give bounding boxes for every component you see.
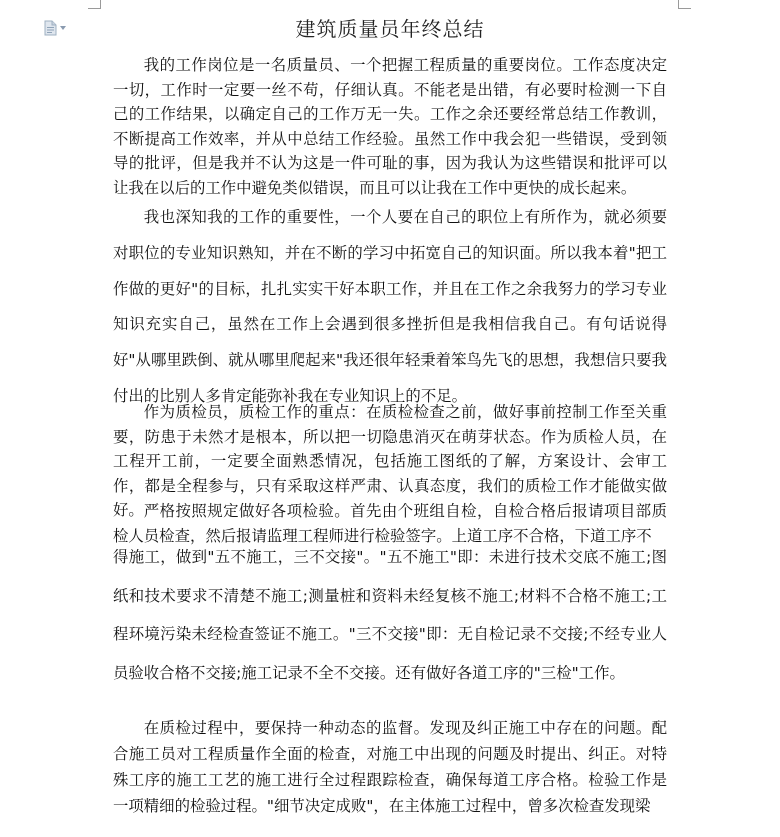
body-paragraph: 我的工作岗位是一名质量员、一个把握工程质量的重要岗位。工作态度决定一切，工作时一定要一丝不苟，仔细认真。不能老是出错，有必要时检测一下自己的工作结果，以确定自己的工作万无一失。工作之余还要经常总结工作教训，不断提高工作效率，并从中总结工作经验。虽然工作中我会犯一些错误，受到领导的批评，但是我并不认为这是一件可耻的事，因为我认为这些错误和批评可以让我在以后的工作中避免类似错误，而且可以让我在工作中更快的成长起来。 [113, 56, 667, 197]
body-paragraph: 我也深知我的工作的重要性，一个人要在自己的职位上有所作为，就必须要对职位的专业知识熟知，并在不断的学习中拓宽自己的知识面。所以我本着"把工作做的更好"的目标，扎扎实实干好本职工作，并且在工作之余我努力的学习专业知识充实自己，虽然在工作上会遇到很多挫折但是我相信我自己。有句话说得好"从哪里跌倒、就从哪里爬起来"我还很年轻秉着笨鸟先飞的思想，我想信只要我付出的比别人多肯定能弥补我在专业知识上的不足。 [113, 208, 667, 405]
page-corner-mark-right [678, 0, 691, 9]
page-corner-mark-left [88, 0, 101, 9]
body-paragraph: 在质检过程中，要保持一种动态的监督。发现及纠正施工中存在的问题。配合施工员对工程质量作全面的检查，对施工中出现的问题及时提出、纠正。对特殊工序的施工工艺的施工进行全过程跟踪检查，确保每道工序合格。检验工作是一项精细的检验过程。"细节决定成败"，在主体施工过程中，曾多次检查发现梁 [113, 719, 667, 815]
document-title: 建筑质量员年终总结 [295, 17, 485, 41]
body-paragraph: 得施工，做到"五不施工，三不交接"。"五不施工"即：未进行技术交底不施工;图纸和技术要求不清楚不施工;测量桩和资料未经复核不施工;材料不合格不施工;工程环境污染未经检查签证不施工。"三不交接"即：无自检记录不交接;不经专业人员验收合格不交接;施工记录不全不交接。还有做好各道工序的"三检"工作。 [113, 548, 667, 682]
body-paragraph: 作为质检员，质检工作的重点：在质检检查之前，做好事前控制工作至关重要，防患于未然才是根本，所以把一切隐患消灭在萌芽状态。作为质检人员，在工程开工前，一定要全面熟悉情况，包括施工图纸的了解，方案设计、会审工作，都是全程参与，只有采取这样严肃、认真态度，我们的质检工作才能做实做好。 [113, 403, 667, 519]
body-paragraph: 严格按照规定做好各项检验。首先由个班组自检，自检合格后报请项目部质检人员检查，然后报请监理工程师进行检验签字。上道工序不合格，下道工序不 [113, 502, 667, 545]
